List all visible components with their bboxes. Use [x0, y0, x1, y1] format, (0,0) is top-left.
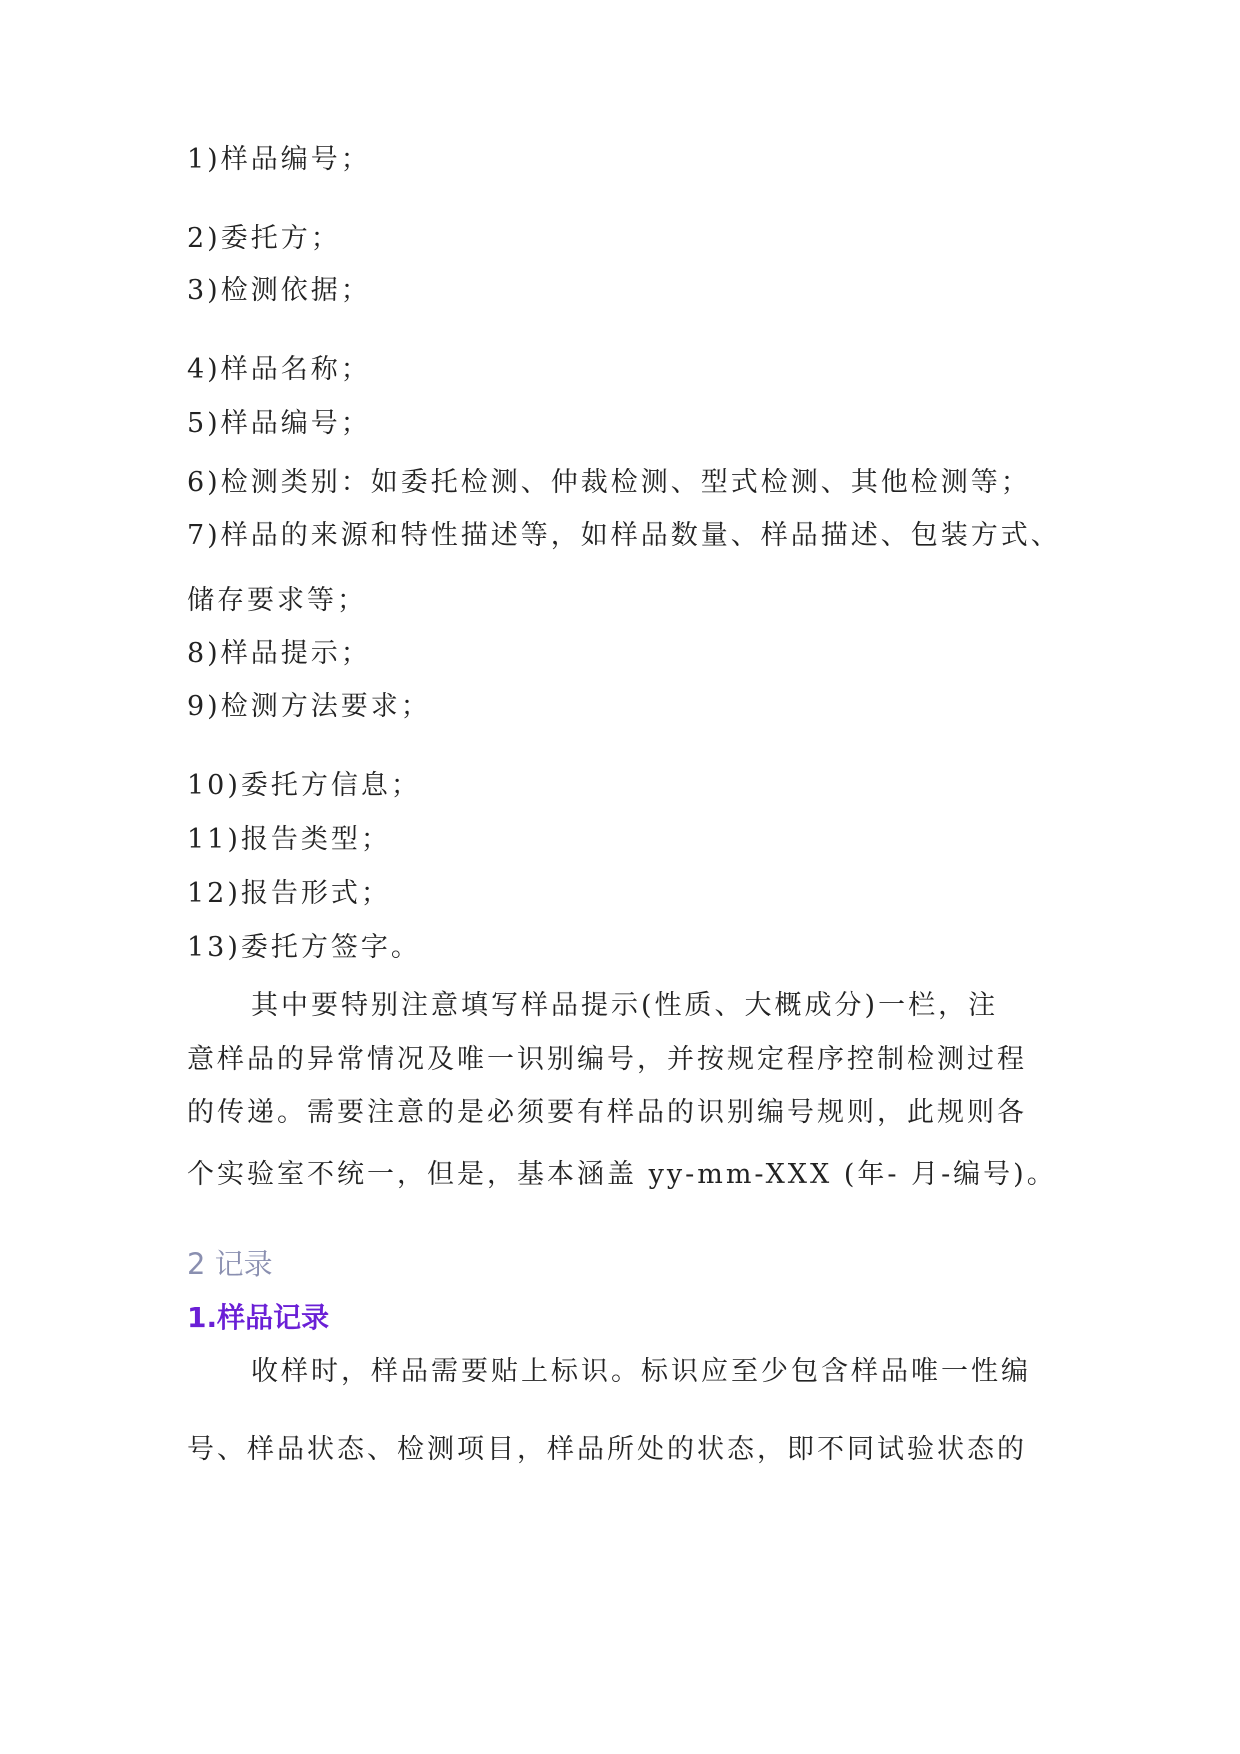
- subsection-heading: 1.样品记录: [187, 1301, 330, 1334]
- list-item: 2)委托方；: [187, 223, 341, 254]
- list-item: 12)报告形式；: [187, 878, 391, 909]
- list-item: 11)报告类型；: [187, 824, 391, 855]
- paragraph-line: 个实验室不统一，但是，基本涵盖 yy-mm-XXX (年- 月-编号)。: [187, 1159, 1057, 1190]
- paragraph-line: 号、样品状态、检测项目，样品所处的状态，即不同试验状态的: [187, 1434, 1027, 1465]
- list-item: 3)检测依据；: [187, 275, 371, 306]
- list-item: 13)委托方签字。: [187, 932, 421, 963]
- paragraph-line: 的传递。需要注意的是必须要有样品的识别编号规则，此规则各: [187, 1097, 1027, 1128]
- list-item: 1)样品编号；: [187, 144, 371, 175]
- list-item: 6)检测类别：如委托检测、仲裁检测、型式检测、其他检测等；: [187, 467, 1031, 498]
- list-item: 5)样品编号；: [187, 408, 371, 439]
- section-heading: 2 记录: [187, 1247, 273, 1281]
- list-item: 10)委托方信息；: [187, 770, 421, 801]
- paragraph-line: 收样时，样品需要贴上标识。标识应至少包含样品唯一性编: [251, 1356, 1031, 1387]
- list-item: 8)样品提示；: [187, 638, 371, 669]
- list-item: 9)检测方法要求；: [187, 691, 431, 722]
- paragraph-line: 其中要特别注意填写样品提示(性质、大概成分)一栏，注: [251, 990, 999, 1021]
- list-item: 4)样品名称；: [187, 354, 371, 385]
- list-item: 储存要求等；: [187, 585, 367, 616]
- paragraph-line: 意样品的异常情况及唯一识别编号，并按规定程序控制检测过程: [187, 1044, 1027, 1075]
- list-item: 7)样品的来源和特性描述等，如样品数量、样品描述、包装方式、: [187, 520, 1061, 551]
